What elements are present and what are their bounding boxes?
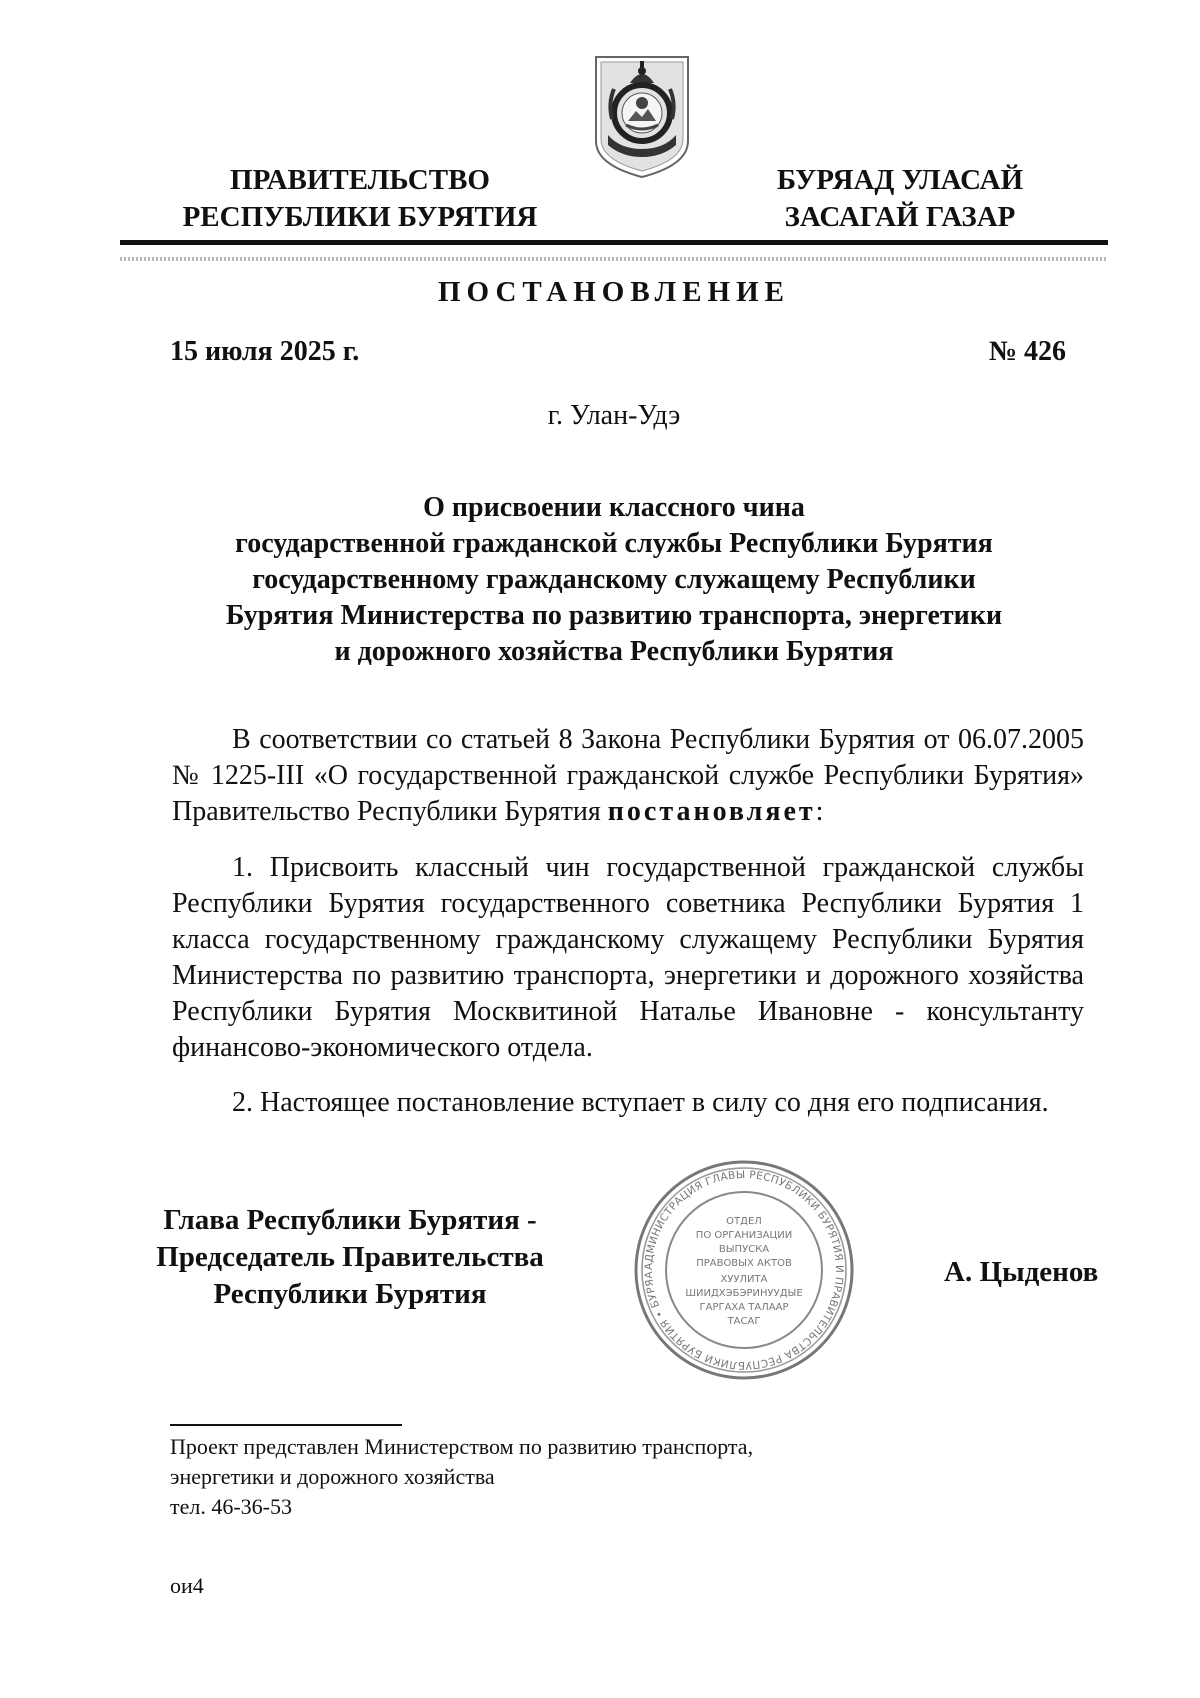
signatory-title — [150, 1202, 550, 1313]
footnote-phone: тел. 46-36-53 — [170, 1494, 293, 1519]
seal-line: ОТДЕЛ — [726, 1216, 762, 1227]
header-right — [740, 162, 1060, 236]
item-1-paragraph: 1. Присвоить классный чин государственной гражданской службы Республики Бурятия государственного советника Республики Бурятия 1 класса государственному гражданскому служащему Республики Бурятия Министерства по развитию транспорта, энергетики и дорожного хозяйства Республики Бурятия Москвитиной Наталье Ивановне - консультанту финансово-экономического отдела. — [172, 852, 1084, 1063]
seal-outer-text: АДМИНИСТРАЦИЯ ГЛАВЫ РЕСПУБЛИКИ БУРЯТИЯ И ПРАВИТЕЛЬСТВА РЕСПУБЛИКИ БУРЯТИЯ • БУРЯА — [642, 1168, 846, 1372]
document-number: № 426 — [988, 336, 1066, 367]
preamble-end: : — [815, 796, 824, 827]
seal-line: ВЫПУСКА — [718, 1244, 770, 1255]
document-code: ои4 — [170, 1573, 204, 1598]
header-divider — [120, 240, 1108, 245]
document-city: г. Улан-Удэ — [547, 400, 681, 431]
footnote-line: энергетики и дорожного хозяйства — [170, 1464, 495, 1489]
document-type: ПОСТАНОВЛЕНИЕ — [437, 276, 790, 308]
official-seal-icon — [630, 1158, 858, 1382]
signatory-title-line: Председатель Правительства — [156, 1241, 544, 1273]
header-left — [170, 162, 550, 236]
footnote — [170, 1432, 753, 1522]
title-line: государственной гражданской службы Республики Бурятия — [235, 528, 993, 559]
seal-line: ШИИДХЭБЭРИНУУДЫЕ — [685, 1288, 803, 1299]
footnote-line: Проект представлен Министерством по развитию транспорта, — [170, 1434, 754, 1459]
seal-line: ТАСАГ — [727, 1316, 761, 1327]
item-2-paragraph: 2. Настоящее постановление вступает в силу со дня его подписания. — [232, 1087, 1049, 1118]
seal-line: ХУУЛИТА — [720, 1274, 768, 1285]
signatory-title-line: Глава Республики Бурятия - — [163, 1204, 537, 1236]
seal-line: ПРАВОВЫХ АКТОВ — [696, 1258, 792, 1269]
header-right-line2: ЗАСАГАЙ ГАЗАР — [784, 201, 1016, 233]
preamble-keyword: постановляет — [607, 796, 816, 827]
header-right-line1: БУРЯАД УЛАСАЙ — [776, 164, 1024, 196]
preamble-text: В соответствии со статьей 8 Закона Республики Бурятия от 06.07.2005 № 1225-III «О государственной гражданской службе Республики Бурятия» Правительство Республики Бурятия — [172, 724, 1084, 827]
document-date: 15 июля 2025 г. — [170, 336, 360, 367]
header-left-line1: ПРАВИТЕЛЬСТВО — [230, 164, 490, 196]
header-left-line2: РЕСПУБЛИКИ БУРЯТИЯ — [182, 201, 538, 233]
seal-line: ГАРГАХА ТАЛААР — [699, 1302, 789, 1313]
title-line: и дорожного хозяйства Республики Бурятия — [334, 636, 894, 667]
footnote-divider — [170, 1424, 402, 1426]
signatory-title-line: Республики Бурятия — [213, 1278, 487, 1310]
preamble-paragraph — [172, 722, 1084, 830]
title-line: государственному гражданскому служащему Республики — [252, 564, 976, 595]
signatory-name: А. Цыденов — [944, 1256, 1099, 1288]
coat-of-arms-icon — [590, 53, 694, 181]
document-title — [170, 490, 1058, 670]
seal-line: ПО ОРГАНИЗАЦИИ — [695, 1230, 793, 1241]
title-line: Бурятия Министерства по развитию транспорта, энергетики — [225, 600, 1003, 631]
title-line: О присвоении классного чина — [423, 492, 805, 523]
header-divider-dotted — [120, 257, 1108, 261]
